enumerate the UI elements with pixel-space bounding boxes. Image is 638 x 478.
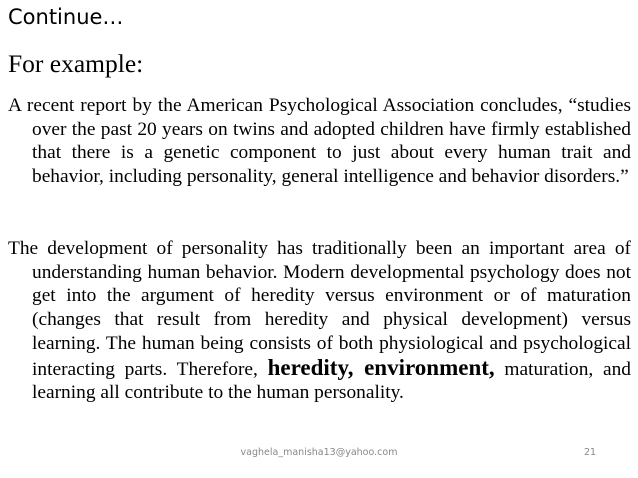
subheading: For example: <box>8 49 144 78</box>
slide-title: Continue… <box>8 5 124 29</box>
paragraph-quote: A recent report by the American Psychological Association concludes, “studies over the past 20 years on twins and adopted children have firmly established that there is a genetic component to just about every human trait and behavior, including personality, general intelligence and behavior disorders.” <box>8 95 631 188</box>
page-number: 21 <box>584 447 597 458</box>
paragraph-text-before: The development of personality has traditionally been an important area of understanding human behavior. Modern developmental psychology does not get into the argument of heredity versus environment or of maturation (changes that result from heredity and physical development) versus learning. The human being consists of both physiological and psychological interacting parts. Therefore, <box>8 238 631 380</box>
paragraph-text-after: maturation, and learning all contribute to the human personality. <box>32 358 631 404</box>
footer-email: vaghela_manisha13@yahoo.com <box>240 447 398 458</box>
paragraph-personality <box>8 237 631 405</box>
emphasized-terms: heredity, environment, <box>267 354 495 380</box>
